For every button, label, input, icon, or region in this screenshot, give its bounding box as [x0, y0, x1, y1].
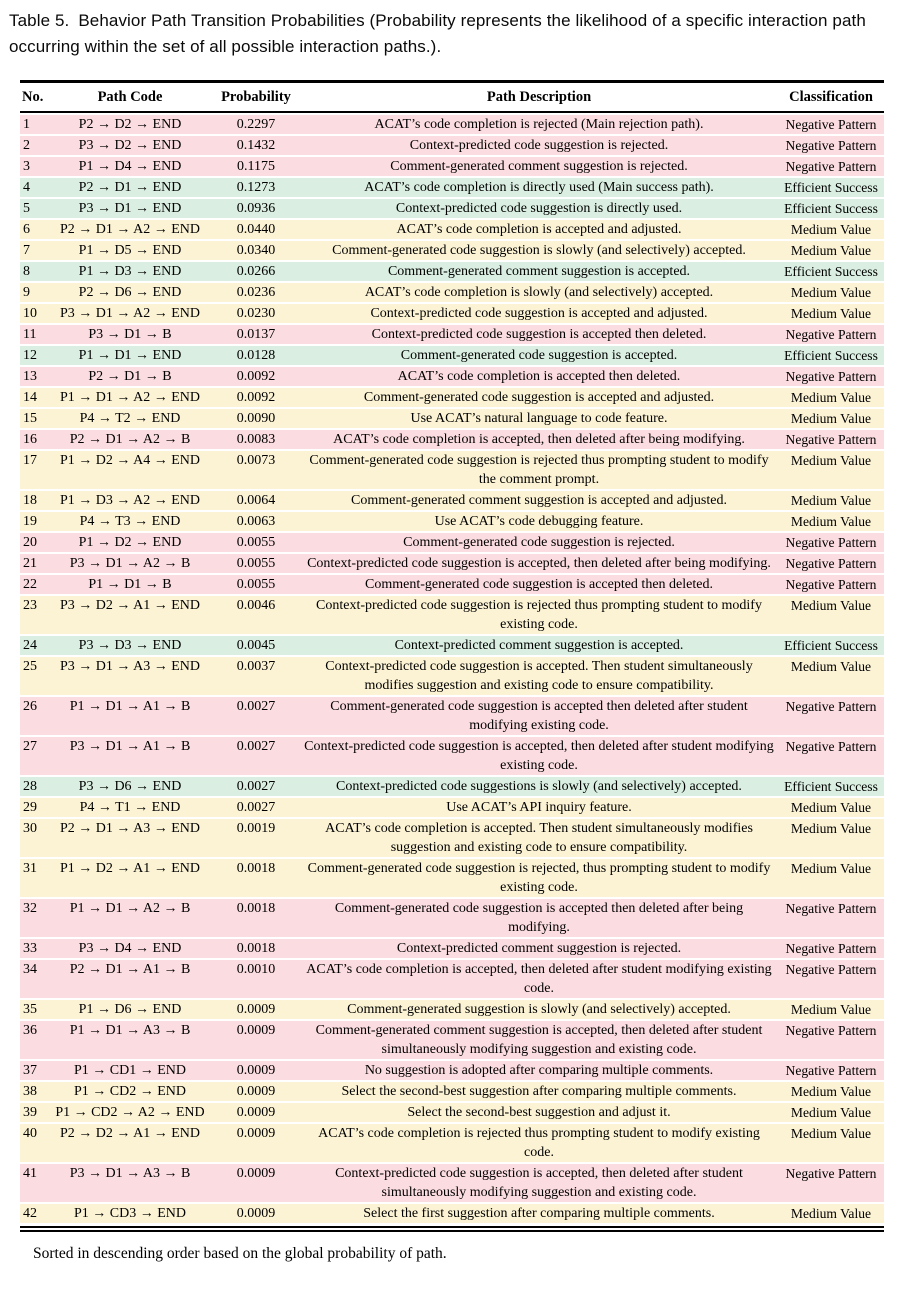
cell-path-code: P2 → D1 → A1 → B: [48, 960, 212, 998]
cell-no: 30: [20, 819, 48, 857]
cell-probability: 0.0236: [212, 283, 300, 302]
cell-probability: 0.0064: [212, 491, 300, 510]
cell-no: 1: [20, 115, 48, 134]
cell-description: Comment-generated comment suggestion is accepted and adjusted.: [300, 491, 778, 510]
cell-probability: 0.0009: [212, 1000, 300, 1019]
cell-probability: 0.0055: [212, 575, 300, 594]
cell-probability: 0.0027: [212, 737, 300, 775]
cell-classification: Medium Value: [778, 1103, 884, 1122]
cell-no: 18: [20, 491, 48, 510]
table-row: [20, 819, 884, 857]
cell-description: Comment-generated comment suggestion is accepted, then deleted after student simultaneously modifying suggestion and existing code.: [300, 1021, 778, 1059]
table-row: [20, 697, 884, 735]
cell-description: Context-predicted comment suggestion is rejected.: [300, 939, 778, 958]
cell-no: 23: [20, 596, 48, 634]
cell-classification: Efficient Success: [778, 777, 884, 796]
cell-classification: Medium Value: [778, 596, 884, 634]
table-row: [20, 115, 884, 134]
cell-no: 41: [20, 1164, 48, 1202]
cell-path-code: P1 → D1 → A2 → B: [48, 899, 212, 937]
cell-probability: 0.0018: [212, 899, 300, 937]
cell-no: 36: [20, 1021, 48, 1059]
cell-path-code: P2 → D1 → A2 → END: [48, 220, 212, 239]
col-header-path-code: Path Code: [48, 85, 212, 113]
table-row: [20, 367, 884, 386]
cell-classification: Medium Value: [778, 819, 884, 857]
cell-description: Comment-generated comment suggestion is accepted.: [300, 262, 778, 281]
table-row: [20, 554, 884, 573]
cell-probability: 0.0046: [212, 596, 300, 634]
cell-no: 24: [20, 636, 48, 655]
cell-path-code: P2 → D1 → B: [48, 367, 212, 386]
cell-path-code: P3 → D2 → A1 → END: [48, 596, 212, 634]
col-header-description: Path Description: [300, 85, 778, 113]
cell-classification: Medium Value: [778, 304, 884, 323]
table-bottom-rule: [20, 1226, 884, 1232]
cell-probability: 0.0009: [212, 1124, 300, 1162]
table-caption-text: Behavior Path Transition Probabilities (Probability represents the likelihood of a specific interaction path occurring within the set of all possible interaction paths.).: [9, 11, 866, 56]
table-row: [20, 1021, 884, 1059]
cell-classification: Medium Value: [778, 220, 884, 239]
cell-path-code: P3 → D1 → B: [48, 325, 212, 344]
cell-classification: Negative Pattern: [778, 533, 884, 552]
cell-path-code: P4 → T2 → END: [48, 409, 212, 428]
cell-description: Context-predicted code suggestion is accepted. Then student simultaneously modifies suggestion and existing code to ensure compatibility.: [300, 657, 778, 695]
cell-path-code: P1 → D1 → A3 → B: [48, 1021, 212, 1059]
table-row: [20, 1124, 884, 1162]
table-caption: [9, 8, 893, 60]
table-row: [20, 157, 884, 176]
cell-description: Context-predicted code suggestion is accepted, then deleted after student simultaneously modifying suggestion and existing code.: [300, 1164, 778, 1202]
cell-description: Select the first suggestion after comparing multiple comments.: [300, 1204, 778, 1223]
cell-classification: Medium Value: [778, 657, 884, 695]
cell-path-code: P2 → D2 → A1 → END: [48, 1124, 212, 1162]
cell-description: ACAT’s code completion is accepted, then deleted after student modifying existing code.: [300, 960, 778, 998]
cell-classification: Negative Pattern: [778, 430, 884, 449]
table-row: [20, 346, 884, 365]
cell-classification: Efficient Success: [778, 636, 884, 655]
cell-description: Context-predicted code suggestion is rejected thus prompting student to modify existing code.: [300, 596, 778, 634]
cell-probability: 0.0055: [212, 554, 300, 573]
cell-probability: 0.0090: [212, 409, 300, 428]
table-row: [20, 533, 884, 552]
table-row: [20, 451, 884, 489]
cell-no: 38: [20, 1082, 48, 1101]
cell-path-code: P1 → D1 → A2 → END: [48, 388, 212, 407]
cell-description: Comment-generated code suggestion is accepted then deleted after student modifying existing code.: [300, 697, 778, 735]
cell-path-code: P1 → D2 → END: [48, 533, 212, 552]
cell-description: No suggestion is adopted after comparing multiple comments.: [300, 1061, 778, 1080]
cell-no: 26: [20, 697, 48, 735]
cell-probability: 0.0018: [212, 859, 300, 897]
cell-classification: Efficient Success: [778, 178, 884, 197]
cell-description: Comment-generated code suggestion is accepted then deleted after being modifying.: [300, 899, 778, 937]
cell-description: Comment-generated code suggestion is rejected.: [300, 533, 778, 552]
table-row: [20, 939, 884, 958]
cell-description: ACAT’s code completion is accepted. Then student simultaneously modifies suggestion and existing code to ensure compatibility.: [300, 819, 778, 857]
cell-path-code: P2 → D2 → END: [48, 115, 212, 134]
cell-probability: 0.0083: [212, 430, 300, 449]
cell-no: 19: [20, 512, 48, 531]
table-row: [20, 325, 884, 344]
table-row: [20, 859, 884, 897]
cell-probability: 0.0027: [212, 777, 300, 796]
cell-path-code: P1 → CD3 → END: [48, 1204, 212, 1223]
cell-path-code: P2 → D1 → END: [48, 178, 212, 197]
table-footnote: Sorted in descending order based on the global probability of path.: [33, 1245, 447, 1262]
col-header-probability: Probability: [212, 85, 300, 113]
cell-probability: 0.2297: [212, 115, 300, 134]
cell-no: 37: [20, 1061, 48, 1080]
cell-classification: Negative Pattern: [778, 960, 884, 998]
table-row: [20, 241, 884, 260]
cell-probability: 0.0936: [212, 199, 300, 218]
cell-description: Context-predicted code suggestions is slowly (and selectively) accepted.: [300, 777, 778, 796]
cell-description: Context-predicted code suggestion is accepted and adjusted.: [300, 304, 778, 323]
cell-path-code: P4 → T3 → END: [48, 512, 212, 531]
cell-no: 3: [20, 157, 48, 176]
cell-path-code: P1 → D2 → A1 → END: [48, 859, 212, 897]
cell-classification: Efficient Success: [778, 262, 884, 281]
cell-description: Context-predicted code suggestion is accepted, then deleted after student modifying existing code.: [300, 737, 778, 775]
cell-classification: Negative Pattern: [778, 554, 884, 573]
cell-description: Select the second-best suggestion after comparing multiple comments.: [300, 1082, 778, 1101]
col-header-classification: Classification: [778, 85, 884, 113]
cell-probability: 0.0009: [212, 1204, 300, 1223]
table-row: [20, 1061, 884, 1080]
cell-classification: Negative Pattern: [778, 1021, 884, 1059]
cell-no: 2: [20, 136, 48, 155]
cell-probability: 0.1175: [212, 157, 300, 176]
table-row: [20, 409, 884, 428]
table-row: [20, 1103, 884, 1122]
table-row: [20, 596, 884, 634]
cell-probability: 0.0092: [212, 367, 300, 386]
cell-description: Comment-generated code suggestion is accepted then deleted.: [300, 575, 778, 594]
cell-no: 4: [20, 178, 48, 197]
cell-description: Context-predicted code suggestion is rejected.: [300, 136, 778, 155]
cell-description: ACAT’s code completion is slowly (and selectively) accepted.: [300, 283, 778, 302]
cell-classification: Negative Pattern: [778, 1164, 884, 1202]
cell-probability: 0.1273: [212, 178, 300, 197]
cell-path-code: P1 → D6 → END: [48, 1000, 212, 1019]
cell-description: Context-predicted code suggestion is directly used.: [300, 199, 778, 218]
cell-no: 40: [20, 1124, 48, 1162]
cell-no: 14: [20, 388, 48, 407]
cell-probability: 0.0009: [212, 1164, 300, 1202]
table-row: [20, 657, 884, 695]
cell-classification: Medium Value: [778, 512, 884, 531]
cell-classification: Efficient Success: [778, 346, 884, 365]
cell-description: Use ACAT’s code debugging feature.: [300, 512, 778, 531]
table-row: [20, 304, 884, 323]
table-row: [20, 388, 884, 407]
cell-probability: 0.0137: [212, 325, 300, 344]
table-row: [20, 1000, 884, 1019]
cell-path-code: P3 → D1 → A3 → END: [48, 657, 212, 695]
cell-no: 13: [20, 367, 48, 386]
table-row: [20, 430, 884, 449]
cell-path-code: P1 → D3 → END: [48, 262, 212, 281]
cell-description: Comment-generated code suggestion is slowly (and selectively) accepted.: [300, 241, 778, 260]
cell-description: ACAT’s code completion is accepted and adjusted.: [300, 220, 778, 239]
table-row: [20, 199, 884, 218]
table-row: [20, 960, 884, 998]
table-row: [20, 575, 884, 594]
cell-classification: Negative Pattern: [778, 136, 884, 155]
table-caption-label: Table 5.: [9, 11, 70, 30]
cell-description: Comment-generated code suggestion is accepted.: [300, 346, 778, 365]
table-row: [20, 512, 884, 531]
cell-no: 31: [20, 859, 48, 897]
cell-classification: Medium Value: [778, 451, 884, 489]
table-row: [20, 1164, 884, 1202]
cell-path-code: P1 → D4 → END: [48, 157, 212, 176]
cell-no: 10: [20, 304, 48, 323]
table-row: [20, 899, 884, 937]
cell-probability: 0.0009: [212, 1021, 300, 1059]
cell-no: 6: [20, 220, 48, 239]
cell-description: Comment-generated comment suggestion is rejected.: [300, 157, 778, 176]
cell-no: 35: [20, 1000, 48, 1019]
cell-classification: Medium Value: [778, 859, 884, 897]
cell-no: 5: [20, 199, 48, 218]
cell-no: 32: [20, 899, 48, 937]
col-header-no: No.: [20, 85, 48, 113]
cell-no: 9: [20, 283, 48, 302]
cell-description: Comment-generated code suggestion is accepted and adjusted.: [300, 388, 778, 407]
cell-path-code: P1 → D2 → A4 → END: [48, 451, 212, 489]
cell-no: 8: [20, 262, 48, 281]
table-row: [20, 136, 884, 155]
cell-probability: 0.0009: [212, 1103, 300, 1122]
table-row: [20, 1204, 884, 1223]
cell-path-code: P1 → D1 → A1 → B: [48, 697, 212, 735]
cell-no: 27: [20, 737, 48, 775]
cell-path-code: P3 → D2 → END: [48, 136, 212, 155]
table-row: [20, 798, 884, 817]
cell-no: 12: [20, 346, 48, 365]
cell-description: Comment-generated suggestion is slowly (and selectively) accepted.: [300, 1000, 778, 1019]
cell-path-code: P1 → CD1 → END: [48, 1061, 212, 1080]
cell-classification: Negative Pattern: [778, 899, 884, 937]
cell-description: ACAT’s code completion is accepted then deleted.: [300, 367, 778, 386]
cell-classification: Medium Value: [778, 241, 884, 260]
cell-path-code: P3 → D6 → END: [48, 777, 212, 796]
cell-probability: 0.0010: [212, 960, 300, 998]
cell-path-code: P1 → D1 → END: [48, 346, 212, 365]
cell-classification: Medium Value: [778, 409, 884, 428]
cell-no: 39: [20, 1103, 48, 1122]
cell-path-code: P3 → D4 → END: [48, 939, 212, 958]
cell-description: Context-predicted comment suggestion is accepted.: [300, 636, 778, 655]
cell-classification: Negative Pattern: [778, 157, 884, 176]
cell-path-code: P1 → D1 → B: [48, 575, 212, 594]
table-container: [20, 80, 884, 1264]
cell-no: 7: [20, 241, 48, 260]
cell-classification: Negative Pattern: [778, 1061, 884, 1080]
cell-description: Select the second-best suggestion and adjust it.: [300, 1103, 778, 1122]
table-row: [20, 178, 884, 197]
cell-path-code: P3 → D1 → A2 → B: [48, 554, 212, 573]
cell-no: 42: [20, 1204, 48, 1223]
table-row: [20, 777, 884, 796]
cell-classification: Negative Pattern: [778, 575, 884, 594]
cell-probability: 0.0019: [212, 819, 300, 857]
cell-classification: Medium Value: [778, 388, 884, 407]
cell-description: ACAT’s code completion is accepted, then deleted after being modifying.: [300, 430, 778, 449]
cell-classification: Medium Value: [778, 1000, 884, 1019]
cell-probability: 0.0073: [212, 451, 300, 489]
cell-path-code: P1 → D3 → A2 → END: [48, 491, 212, 510]
cell-probability: 0.0340: [212, 241, 300, 260]
cell-description: Comment-generated code suggestion is rejected, thus prompting student to modify existing code.: [300, 859, 778, 897]
table-row: [20, 283, 884, 302]
cell-probability: 0.0055: [212, 533, 300, 552]
cell-probability: 0.0027: [212, 798, 300, 817]
cell-path-code: P4 → T1 → END: [48, 798, 212, 817]
cell-classification: Negative Pattern: [778, 697, 884, 735]
cell-probability: 0.0128: [212, 346, 300, 365]
cell-probability: 0.0037: [212, 657, 300, 695]
cell-probability: 0.0440: [212, 220, 300, 239]
cell-no: 21: [20, 554, 48, 573]
cell-description: ACAT’s code completion is rejected thus prompting student to modify existing code.: [300, 1124, 778, 1162]
cell-classification: Negative Pattern: [778, 325, 884, 344]
table-row: [20, 262, 884, 281]
cell-probability: 0.0063: [212, 512, 300, 531]
table-row: [20, 1082, 884, 1101]
cell-classification: Medium Value: [778, 798, 884, 817]
cell-no: 17: [20, 451, 48, 489]
cell-path-code: P1 → D5 → END: [48, 241, 212, 260]
cell-no: 15: [20, 409, 48, 428]
table-row: [20, 636, 884, 655]
cell-path-code: P2 → D6 → END: [48, 283, 212, 302]
cell-probability: 0.0027: [212, 697, 300, 735]
cell-probability: 0.0092: [212, 388, 300, 407]
table-row: [20, 737, 884, 775]
cell-path-code: P3 → D1 → A3 → B: [48, 1164, 212, 1202]
table-body: [20, 115, 884, 1223]
cell-classification: Medium Value: [778, 491, 884, 510]
cell-classification: Negative Pattern: [778, 367, 884, 386]
cell-path-code: P3 → D1 → A1 → B: [48, 737, 212, 775]
cell-no: 20: [20, 533, 48, 552]
table-row: [20, 220, 884, 239]
cell-probability: 0.0009: [212, 1082, 300, 1101]
cell-classification: Negative Pattern: [778, 939, 884, 958]
cell-probability: 0.0230: [212, 304, 300, 323]
cell-classification: Medium Value: [778, 1124, 884, 1162]
cell-description: Use ACAT’s API inquiry feature.: [300, 798, 778, 817]
cell-classification: Medium Value: [778, 1082, 884, 1101]
cell-no: 25: [20, 657, 48, 695]
cell-path-code: P2 → D1 → A3 → END: [48, 819, 212, 857]
cell-probability: 0.0045: [212, 636, 300, 655]
cell-classification: Medium Value: [778, 1204, 884, 1223]
cell-path-code: P3 → D1 → END: [48, 199, 212, 218]
cell-no: 16: [20, 430, 48, 449]
cell-classification: Efficient Success: [778, 199, 884, 218]
cell-no: 28: [20, 777, 48, 796]
cell-description: Context-predicted code suggestion is accepted, then deleted after being modifying.: [300, 554, 778, 573]
cell-no: 29: [20, 798, 48, 817]
cell-path-code: P1 → CD2 → A2 → END: [48, 1103, 212, 1122]
cell-no: 34: [20, 960, 48, 998]
cell-no: 22: [20, 575, 48, 594]
cell-no: 11: [20, 325, 48, 344]
cell-path-code: P1 → CD2 → END: [48, 1082, 212, 1101]
cell-description: Context-predicted code suggestion is accepted then deleted.: [300, 325, 778, 344]
cell-no: 33: [20, 939, 48, 958]
cell-classification: Negative Pattern: [778, 737, 884, 775]
cell-classification: Negative Pattern: [778, 115, 884, 134]
behavior-path-table: [20, 83, 884, 1225]
cell-probability: 0.0009: [212, 1061, 300, 1080]
table-row: [20, 491, 884, 510]
cell-probability: 0.1432: [212, 136, 300, 155]
cell-description: ACAT’s code completion is rejected (Main rejection path).: [300, 115, 778, 134]
cell-description: Comment-generated code suggestion is rejected thus prompting student to modify the comment prompt.: [300, 451, 778, 489]
cell-description: ACAT’s code completion is directly used (Main success path).: [300, 178, 778, 197]
cell-probability: 0.0018: [212, 939, 300, 958]
cell-classification: Medium Value: [778, 283, 884, 302]
header-row: [20, 85, 884, 113]
cell-path-code: P3 → D3 → END: [48, 636, 212, 655]
cell-path-code: P2 → D1 → A2 → B: [48, 430, 212, 449]
cell-path-code: P3 → D1 → A2 → END: [48, 304, 212, 323]
cell-probability: 0.0266: [212, 262, 300, 281]
cell-description: Use ACAT’s natural language to code feature.: [300, 409, 778, 428]
